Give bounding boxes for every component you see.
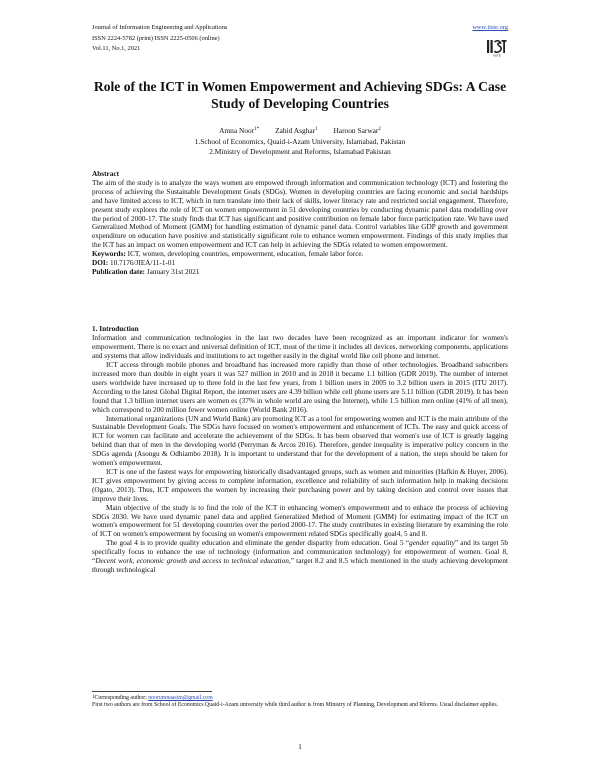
journal-url-link[interactable]: www.iiste.org xyxy=(472,24,508,31)
intro-paragraph-5: Main objective of the study is to find the role of the ICT in enhancing women's empowerment and to enhace the process of achieving SDGs 2030. We have used dynamic panel data and applied Generalized Method of Moment (GMM) for estimating impact of the ICT on women's empowerment for 51 developing countries over the period 2000-17. The study contributes in existing literature by examining the role of ICT on women's empowerment by focusing on women's empowerment related SDGs specifically goal4, 5 and 8. xyxy=(92,503,508,539)
intro-heading: 1. Introduction xyxy=(92,325,139,333)
paper-title: Role of the ICT in Women Empowerment and Achieving SDGs: A Case Study of Developing Countries xyxy=(93,79,507,111)
abstract-heading: Abstract xyxy=(92,170,119,178)
journal-header xyxy=(92,23,227,55)
page-number: 1 xyxy=(298,742,302,751)
footnote-authors-note: First two authors are from School of Economics Quaid-i-Azam university while third author is from Ministry of Planning, Development and Rforms. Usual disclaimer applies. xyxy=(92,702,499,709)
author-2: Zahid Asghar$^1$ xyxy=(275,126,318,135)
intro-paragraph-1: Information and communication technologies in the last two decades have been recognized as an important indicator for women's empowerment. There is no exact and universal definition of ICT, most of the time it includes all devices, networking components, applications and systems that allow individuals and institutions to act together easily in the digital world like cell phone and internet. xyxy=(92,334,508,361)
affiliation-1: 1.School of Economics, Quaid-i-Azam University, Islamabad, Pakistan xyxy=(194,136,406,146)
affiliation-2: 2.Ministry of Development and Reforms, Islamabad Pakistan xyxy=(209,147,391,157)
author-1: Amna Noor$^{1*}$ xyxy=(219,126,260,135)
keywords-line: Keywords: ICT, women, developing countries, empowerment, education, female labor force. xyxy=(92,250,364,259)
footnote-divider xyxy=(92,691,212,692)
journal-name: Journal of Information Engineering and Applications xyxy=(92,24,228,31)
journal-issn: ISSN 2224-5782 (print) ISSN 2225-0506 (online) xyxy=(92,34,220,42)
introduction-section xyxy=(92,325,508,575)
intro-paragraph-2: ICT access through mobile phones and broadband has increased more rapidly than those of other technologies. Broadband subscribers increased more than double in eight years it was 527 million in 2010 and in 2018 it became 1.1 billion (GDR 2019). The number of internet users worldwide have increased up to three fold in the last few years, from 1 billion users in 2005 to 3.2 billion users in 2015 (ITU 2017). According to the latest Global Digital Report, the internet users are 4.39 billion while cell phone users are 5.11 billion (GDR 2019). It has been found that 1.3 billion internet users are women es (37% in whole world are using the Internet), while 1.5 billion men online (41% of all men), which correspond to 200 million fewer women online (World Bank 2016). xyxy=(92,361,508,414)
abstract-text: The aim of the study is to analyze the ways women are empowed through information and communication technology (ICT) and fostering the process of achieving the Sustainable Development Goals (SDGs). Women in developing countries are facing economic and social hardships and have limited access to ICT, which in turn translate into their lack of skills, lower literacy rate and restricted social engagement. Therefore, present study explores the role of ICT on women empowerment in 51 developing countries by conducting dynamic panel data modelling over the period of 2000-17. The study finds that ICT has significant and positive contribution on female labor force participation rate. We have used Generalized Method of Moment (GMM) for handling estimation of dynamic panel data. Control variables like GDP growth and government expenditure on education have positive and statistically significant role to enhance women empowerment. Findings of this study implies that the ICT has an impact on women empowerment and ICT can help in achieving the SDGs related to women empowerment. xyxy=(92,178,508,250)
intro-paragraph-6: The goal 4 is to provide quality education and eliminate the gender disparity from education. Goal 5 “gender equality” and its target 5b specifically focus to enhance the use of technology (information and communication technology) for empowerment of women. Goal 8, “Decent work, economic growth and access to technical education,” target 8.2 and 8.5 which mentioned in the study achieving development through technological xyxy=(92,539,508,574)
pubdate-line: Publication date: January 31st 2021 xyxy=(92,267,200,276)
author-block xyxy=(92,126,508,158)
doi-line: DOI: 10.7176/JIEA/11-1-01 xyxy=(92,259,176,268)
iiste-logo-icon xyxy=(486,37,508,57)
intro-paragraph-4: ICT is one of the fastest ways for empowering historically disadvantaged groups, such as women and minorities (Hafkin & Huyer, 2006). ICT gives empowerment by giving access to complete information, excellence and reliability of such information help in making decisions (Ogato, 2013). Thus, ICT empowers the women by increasing their purchasing power and by taking decision and control over issues that improve their lives. xyxy=(92,468,508,503)
abstract-section xyxy=(92,170,508,277)
author-3: Haroon Sarwar$^2$ xyxy=(333,126,381,135)
journal-volume: Vol.11, No.1, 2021 xyxy=(92,45,141,52)
author-names xyxy=(92,126,508,137)
intro-paragraph-3: International organizations (UN and World Bank) are promoting ICT as a tool for empowering women and ICT is the main attribute of the Sustainable Development Goals. The SDGs have focused on women's empowerment and enhancement of ICTs. The easy and quick access of ICT for women can facilitate and accelerate the achievement of the SDGs. It has been observed that women's use of ICT is greatly lagging behind than that of men in the developing world (Perryman & Arcos 2016). Therefore, gender inequality is imperative policy concern in the SDGs agenda (Asongu & Odhiambo 2018). It is important to understand that for the development of a nation, the steps should be taken for women's empowerment. xyxy=(92,414,508,468)
author-email-link[interactable]: noorumnaasim@gmail.com xyxy=(148,695,213,701)
footnote xyxy=(92,695,508,710)
footnote-corresponding: $^1$Corresponding author: noorumnaasim@gmail.com xyxy=(92,695,213,701)
journal-header-right xyxy=(448,23,508,62)
svg-text:IISTE: IISTE xyxy=(493,53,501,57)
